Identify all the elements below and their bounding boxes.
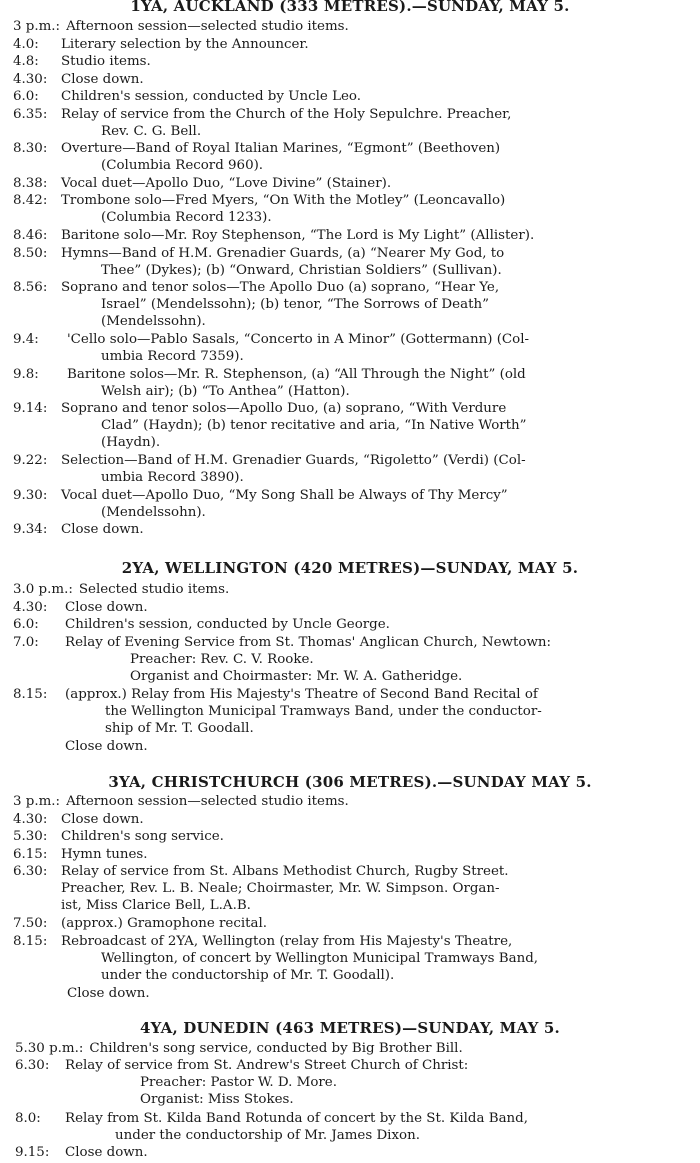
entry-description (61, 933, 538, 985)
programme-entry (65, 738, 148, 755)
entry-description (61, 915, 267, 932)
entry-description (61, 811, 144, 828)
entry-description (65, 738, 148, 755)
entry-time: 3 p.m.: (13, 19, 61, 34)
entry-line: (Mendelssohn). (101, 505, 206, 521)
programme-entry (13, 915, 267, 932)
entry-description (61, 863, 509, 915)
entry-line: Relay of Evening Service from St. Thomas' Anglican Church, Newtown: (65, 635, 552, 650)
programme-entry (15, 1057, 468, 1109)
entry-line: Organist: Miss Stokes. (140, 1092, 294, 1108)
entry-description (61, 828, 224, 845)
programme-entry (15, 1110, 528, 1144)
programme-entry (13, 686, 542, 738)
entry-description (61, 227, 534, 244)
entry-line: Relay of service from the Church of the Holy Sepulchre. Preacher, (61, 107, 512, 122)
entry-time: 5.30: (13, 829, 48, 844)
entry-time: 8.0: (15, 1111, 41, 1126)
entry-description (61, 279, 499, 331)
entry-description (65, 1057, 468, 1109)
entry-line: (approx.) Gramophone recital. (61, 916, 268, 931)
entry-line: Children's song service, conducted by Big Brother Bill. (89, 1041, 463, 1056)
entry-description (61, 331, 529, 365)
entry-time: 9.4: (13, 332, 39, 347)
entry-line: Preacher: Rev. C. V. Rooke. (130, 652, 314, 668)
entry-line: Overture—Band of Royal Italian Marines, “Egmont” (Beethoven) (61, 141, 501, 156)
programme-entry (13, 279, 499, 331)
entry-description (65, 599, 148, 616)
entry-time: 4.8: (13, 54, 39, 69)
programme-entry (13, 863, 509, 915)
entry-line: under the conductorship of Mr. James Dixon. (115, 1128, 420, 1144)
entry-description (61, 192, 505, 226)
entry-line: Trombone solo—Fred Myers, “On With the Motley” (Leoncavallo) (61, 193, 506, 208)
entry-description (61, 106, 511, 140)
entry-time: 7.50: (13, 916, 48, 931)
programme-entry (13, 828, 224, 845)
entry-line: Wellington, of concert by Wellington Municipal Tramways Band, (101, 951, 539, 967)
programme-entry (15, 1040, 463, 1057)
entry-time: 9.8: (13, 367, 39, 382)
entry-description (61, 245, 504, 279)
entry-line: umbia Record 7359). (101, 349, 244, 365)
station-heading: 3YA, CHRISTCHURCH (306 METRES).—SUNDAY MAY 5. (108, 773, 592, 791)
entry-line: the Wellington Municipal Tramways Band, under the conductor- (105, 704, 542, 720)
entry-line: Hymns—Band of H.M. Grenadier Guards, (a) “Nearer My God, to (61, 246, 505, 261)
entry-description (61, 366, 526, 400)
entry-description (89, 1040, 462, 1057)
programme-entry (13, 599, 148, 616)
entry-line: Children's session, conducted by Uncle George. (65, 617, 390, 632)
programme-entry (13, 581, 229, 598)
entry-time: 6.0: (13, 89, 39, 104)
entry-line: Children's session, conducted by Uncle Leo. (61, 89, 361, 104)
entry-time: 8.46: (13, 228, 48, 243)
programme-entry (13, 933, 538, 985)
entry-line: Relay of service from St. Andrew's Street Church of Christ: (65, 1058, 469, 1073)
programme-entry (13, 793, 349, 810)
programme-entry (13, 521, 144, 538)
entry-time: 4.30: (13, 72, 48, 87)
entry-description (79, 581, 229, 598)
programme-entry (13, 140, 500, 174)
entry-line: Soprano and tenor solos—The Apollo Duo (a) soprano, “Hear Ye, (61, 280, 500, 295)
station-heading: 1YA, AUCKLAND (333 METRES).—SUNDAY, MAY 5. (130, 0, 570, 15)
programme-entry (13, 331, 529, 365)
entry-line: Close down. (61, 812, 144, 827)
programme-entry (13, 88, 361, 105)
entry-line: Vocal duet—Apollo Duo, “Love Divine” (Stainer). (61, 176, 392, 191)
entry-line: under the conductorship of Mr. T. Goodall). (101, 968, 395, 984)
entry-line: Children's song service. (61, 829, 224, 844)
entry-description (65, 616, 390, 633)
programme-entry (13, 192, 505, 226)
entry-line: Literary selection by the Announcer. (61, 37, 309, 52)
programme-entry (13, 53, 151, 70)
programme-entry (13, 634, 551, 686)
entry-time: 8.15: (13, 687, 48, 702)
entry-line: Selected studio items. (78, 582, 230, 597)
entry-time: 6.0: (13, 617, 39, 632)
entry-description (65, 686, 542, 738)
entry-line: Close down. (61, 522, 144, 537)
entry-time: 8.15: (13, 934, 48, 949)
entry-line: ist, Miss Clarice Bell, L.A.B. (61, 898, 251, 914)
entry-line: Hymn tunes. (61, 847, 148, 862)
entry-time: 6.30: (13, 864, 48, 879)
entry-time: 8.30: (13, 141, 48, 156)
entry-time: 8.42: (13, 193, 48, 208)
entry-line: Close down. (67, 986, 150, 1001)
entry-line: Baritone solo—Mr. Roy Stephenson, “The Lord is My Light” (Allister). (61, 228, 535, 243)
entry-description (61, 36, 309, 53)
entry-description (61, 71, 144, 88)
entry-time: 4.0: (13, 37, 39, 52)
entry-description (61, 846, 148, 863)
entry-description (61, 53, 151, 70)
programme-entry (13, 175, 391, 192)
entry-description (61, 400, 527, 452)
entry-line: Thee” (Dykes); (b) “Onward, Christian Soldiers” (Sullivan). (101, 263, 502, 279)
entry-time: 3.0 p.m.: (13, 582, 73, 597)
entry-line: Close down. (65, 1145, 148, 1160)
entry-description (61, 521, 144, 538)
entry-line: (Haydn). (101, 435, 161, 451)
entry-line: Rebroadcast of 2YA, Wellington (relay from His Majesty's Theatre, (61, 934, 513, 949)
entry-time: 7.0: (13, 635, 39, 650)
entry-line: Clad” (Haydn); (b) tenor recitative and aria, “In Native Worth” (101, 418, 527, 434)
station-heading: 4YA, DUNEDIN (463 METRES)—SUNDAY, MAY 5. (140, 1019, 560, 1037)
entry-description (61, 452, 526, 486)
entry-line: Selection—Band of H.M. Grenadier Guards, “Rigoletto” (Verdi) (Col- (61, 453, 526, 468)
programme-entry (13, 106, 511, 140)
entry-description (61, 487, 508, 521)
entry-line: ship of Mr. T. Goodall. (105, 721, 254, 737)
programme-entry (13, 227, 534, 244)
programme-entry (13, 366, 526, 400)
entry-line: Rev. C. G. Bell. (101, 124, 202, 140)
entry-line: Welsh air); (b) “To Anthea” (Hatton). (101, 384, 350, 400)
entry-description (66, 793, 349, 810)
entry-description (66, 18, 349, 35)
entry-time: 6.15: (13, 847, 48, 862)
entry-line: Organist and Choirmaster: Mr. W. A. Gatheridge. (130, 669, 463, 685)
entry-time: 9.30: (13, 488, 48, 503)
entry-line: Relay of service from St. Albans Methodist Church, Rugby Street. (61, 864, 509, 879)
entry-line: Close down. (61, 72, 144, 87)
entry-time: 4.30: (13, 812, 48, 827)
entry-line: Relay from St. Kilda Band Rotunda of concert by the St. Kilda Band, (65, 1111, 529, 1126)
entry-line: Soprano and tenor solos—Apollo Duo, (a) soprano, “With Verdure (61, 401, 507, 416)
programme-entry (13, 36, 309, 53)
entry-line: Studio items. (61, 54, 151, 69)
entry-description (65, 634, 551, 686)
entry-time: 9.14: (13, 401, 48, 416)
entry-line: umbia Record 3890). (101, 470, 244, 486)
entry-time: 9.34: (13, 522, 48, 537)
entry-time: 9.22: (13, 453, 48, 468)
entry-line: (Columbia Record 960). (101, 158, 264, 174)
programme-entry (13, 616, 390, 633)
programme-entry (13, 452, 526, 486)
programme-entry (13, 71, 144, 88)
entry-description (65, 1144, 148, 1161)
entry-description (61, 140, 500, 174)
programme-entry (67, 985, 150, 1002)
entry-line: Vocal duet—Apollo Duo, “My Song Shall be Always of Thy Mercy” (61, 488, 508, 503)
programme-entry (13, 846, 148, 863)
entry-time: 8.50: (13, 246, 48, 261)
entry-line: Afternoon session—selected studio items. (66, 19, 349, 34)
entry-time: 9.15: (15, 1145, 50, 1160)
entry-line: Israel” (Mendelssohn); (b) tenor, “The Sorrows of Death” (101, 297, 489, 313)
programme-entry (13, 245, 504, 279)
entry-time: 4.30: (13, 600, 48, 615)
entry-description (61, 175, 391, 192)
entry-line: Close down. (65, 600, 148, 615)
entry-line: Baritone solos—Mr. R. Stephenson, (a) “All Through the Night” (old (67, 367, 526, 382)
entry-description (65, 1110, 528, 1144)
entry-line: (Mendelssohn). (101, 314, 206, 330)
entry-time: 3 p.m.: (13, 794, 61, 809)
entry-line: Afternoon session—selected studio items. (66, 794, 349, 809)
programme-entry (13, 18, 349, 35)
entry-line: (Columbia Record 1233). (101, 210, 272, 226)
entry-time: 6.35: (13, 107, 48, 122)
entry-line: Close down. (65, 739, 148, 754)
entry-line: 'Cello solo—Pablo Sasals, “Concerto in A Minor” (Gottermann) (Col- (67, 332, 530, 347)
entry-description (61, 88, 361, 105)
entry-time: 6.30: (15, 1058, 50, 1073)
entry-time: 8.38: (13, 176, 48, 191)
programme-entry (13, 487, 508, 521)
programme-entry (13, 400, 527, 452)
programme-entry (13, 811, 144, 828)
station-heading: 2YA, WELLINGTON (420 METRES)—SUNDAY, MAY 5. (121, 559, 579, 577)
programme-entry (15, 1144, 148, 1161)
entry-time: 8.56: (13, 280, 48, 295)
entry-time: 5.30 p.m.: (15, 1041, 84, 1056)
entry-line: Preacher, Rev. L. B. Neale; Choirmaster, Mr. W. Simpson. Organ- (61, 881, 500, 897)
entry-description (67, 985, 150, 1002)
entry-line: Preacher: Pastor W. D. More. (140, 1075, 337, 1091)
entry-line: (approx.) Relay from His Majesty's Theatre of Second Band Recital of (65, 687, 538, 702)
